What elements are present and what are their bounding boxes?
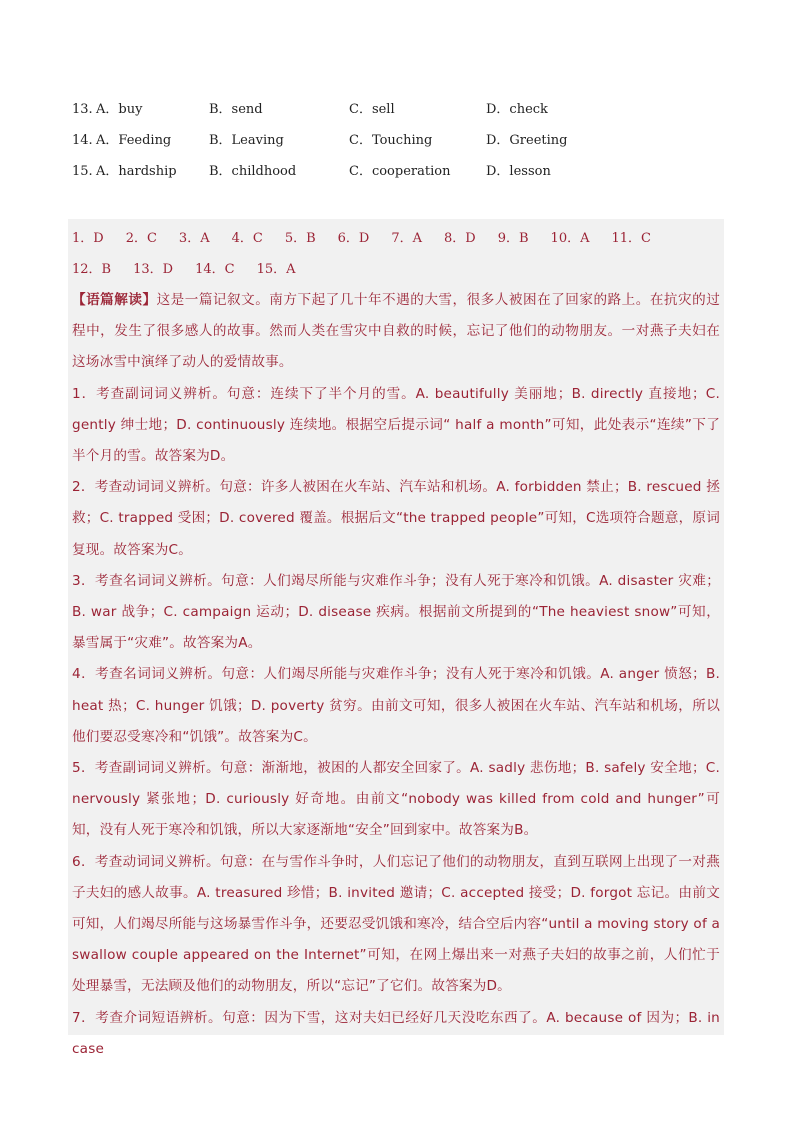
analysis-tag: 【语篇解读】 xyxy=(72,292,157,308)
explanation-item: 3．考查名词词义辨析。句意：人们竭尽所能与灾难作斗争；没有人死于寒冷和饥饿。A. disaster 灾难；B. war 战争；C. campaign 运动；D. disease 疾病。根据前文所提到的“The heaviest snow”可知，暴雪属于“灾难”。故答案为A。 xyxy=(72,572,720,652)
question-number: 15. xyxy=(72,164,93,179)
explanation-item: 4．考查名词词义辨析。句意：人们竭尽所能与灾难作斗争；没有人死于寒冷和饥饿。A. anger 愤怒；B. heat 热；C. hunger 饥饿；D. poverty 贫穷。由前文可知，很多人被困在火车站、汽车站和机场，所以他们要忍受寒冷和“饥饿”。故答案为C。 xyxy=(72,666,720,745)
question-row xyxy=(72,161,732,192)
explanation-item: 1．考查副词词义辨析。句意：连续下了半个月的雪。A. beautifully 美丽地；B. directly 直接地；C. gently 绅士地；D. continuously 连续地。根据空后提示词“ half a month”可知，此处表示“连续”下了半个月的雪。故答案为D。 xyxy=(72,385,720,465)
option-b: B．send xyxy=(209,102,263,117)
option-c: C．cooperation xyxy=(349,164,451,179)
option-a: A．hardship xyxy=(96,164,177,179)
options-list xyxy=(72,99,732,192)
answer-item: 2．C xyxy=(125,231,157,246)
option-d: D．check xyxy=(486,102,548,117)
question-row xyxy=(72,130,732,161)
question-row xyxy=(72,99,732,130)
answer-item: 11．C xyxy=(611,231,651,246)
question-number: 14. xyxy=(72,133,93,148)
answer-item: 14．C xyxy=(195,262,235,277)
option-d: D．Greeting xyxy=(486,133,568,148)
answer-item: 15．A xyxy=(256,262,296,277)
option-a: A．Feeding xyxy=(96,133,172,148)
answer-item: 5．B xyxy=(284,231,316,246)
answer-item: 4．C xyxy=(231,231,263,246)
option-a: A．buy xyxy=(96,102,143,117)
answer-item: 6．D xyxy=(337,231,370,246)
answer-item: 9．B xyxy=(497,231,529,246)
answer-item: 10．A xyxy=(550,231,590,246)
answer-key xyxy=(72,223,720,285)
option-c: C．Touching xyxy=(349,133,433,148)
option-b: B．Leaving xyxy=(209,133,284,148)
explanation-item: 7．考查介词短语辨析。句意：因为下雪，这对夫妇已经好几天没吃东西了。A. because of 因为；B. in case xyxy=(72,1009,720,1057)
answer-item: 12．B xyxy=(72,262,112,277)
answer-section xyxy=(68,219,724,1057)
explanation-item: 2．考查动词词义辨析。句意：许多人被困在火车站、汽车站和机场。A. forbidden 禁止；B. rescued 拯救；C. trapped 受困；D. covered 覆盖。根据后文“the trapped people”可知，C选项符合题意，原词复现。故答案为C。 xyxy=(72,479,720,558)
explanation-item: 6．考查动词词义辨析。句意：在与雪作斗争时，人们忘记了他们的动物朋友，直到互联网上出现了一对燕子夫妇的感人故事。A. treasured 珍惜；B. invited 邀请；C. accepted 接受；D. forgot 忘记。由前文可知，人们竭尽所能与这场暴雪作斗争，还要忍受饥饿和寒冷，结合空后内容“until a moving story of a swallow couple appeared on the Internet”可知，在网上爆出来一对燕子夫妇的故事之前，人们忙于处理暴雪，无法顾及他们的动物朋友，所以“忘记”了它们。故答案为D。 xyxy=(72,853,720,995)
answer-item: 13．D xyxy=(133,262,174,277)
option-d: D．lesson xyxy=(486,164,551,179)
option-b: B．childhood xyxy=(209,164,297,179)
analysis-text: 这是一篇记叙文。南方下起了几十年不遇的大雪，很多人被困在了回家的路上。在抗灾的过程中，发生了很多感人的故事。然而人类在雪灾中自救的时候，忘记了他们的动物朋友。一对燕子夫妇在这场冰雪中演绎了动人的爱情故事。 xyxy=(72,292,720,371)
passage-analysis xyxy=(72,285,720,379)
answer-item: 7．A xyxy=(391,231,423,246)
answer-item: 3．A xyxy=(178,231,210,246)
answer-item: 8．D xyxy=(444,231,476,246)
answer-item: 1．D xyxy=(72,231,104,246)
question-number: 13. xyxy=(72,102,93,117)
explanation-item: 5．考查副词词义辨析。句意：渐渐地，被困的人都安全回家了。A. sadly 悲伤地；B. safely 安全地；C. nervously 紧张地；D. curiously 好奇地。由前文“nobody was killed from cold and hunger”可知，没有人死于寒冷和饥饿，所以大家逐渐地“安全”回到家中。故答案为B。 xyxy=(72,760,720,839)
option-c: C．sell xyxy=(349,102,395,117)
